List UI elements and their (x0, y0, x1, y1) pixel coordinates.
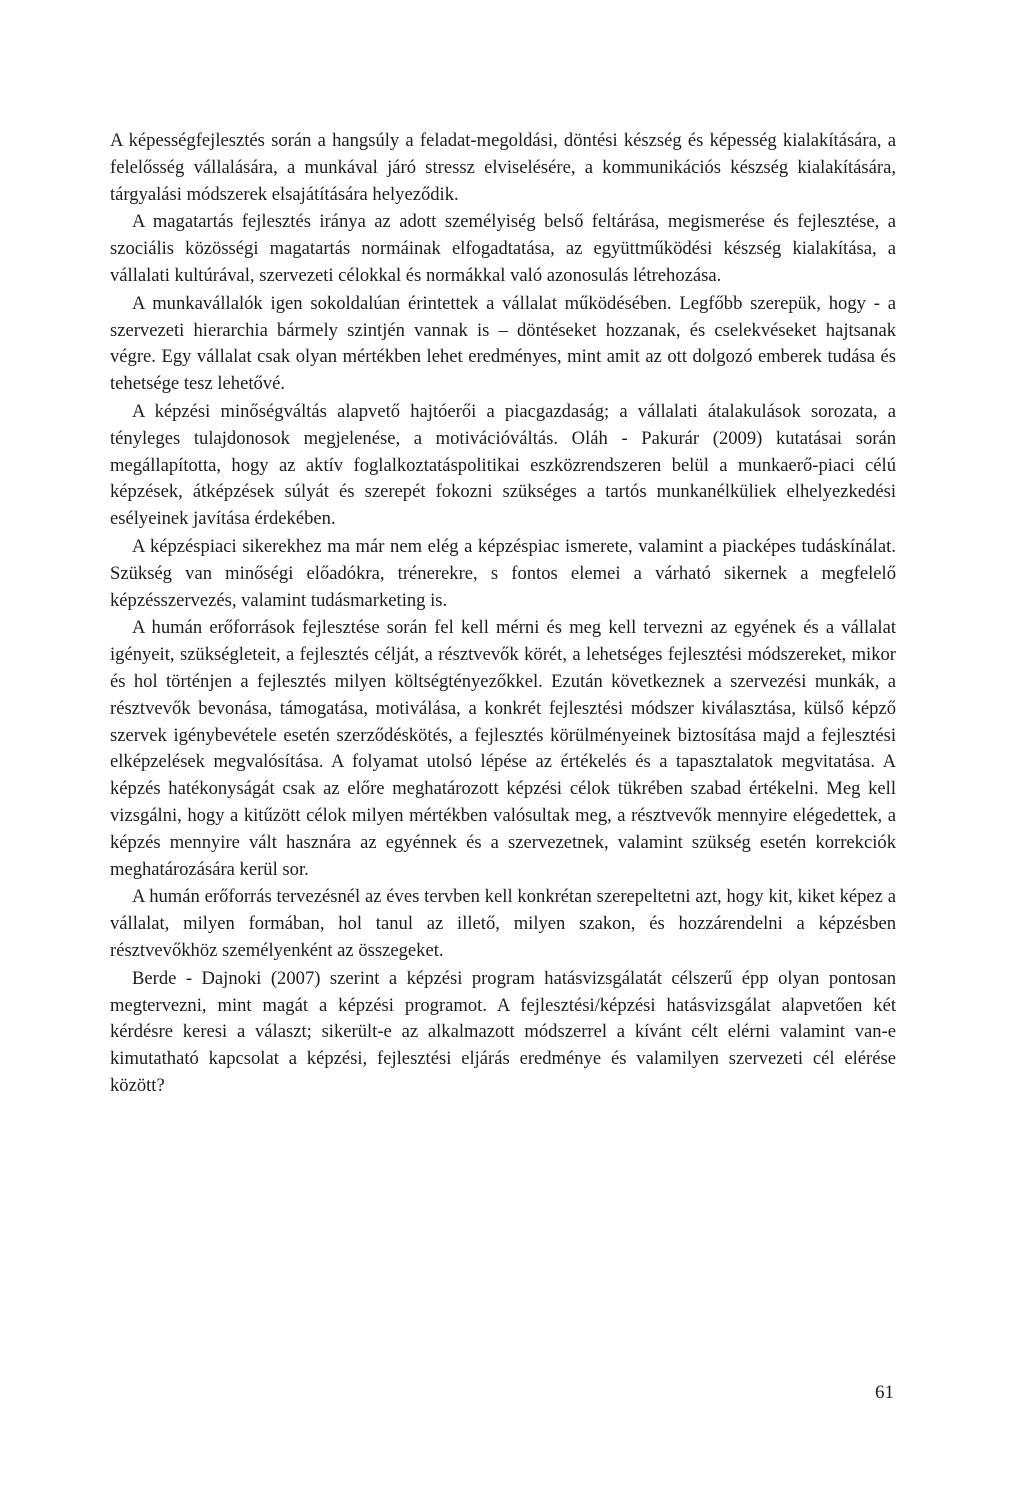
paragraph-5: A képzéspiaci sikerekhez ma már nem elég a képzéspiac ismerete, valamint a piacképes tudáskínálat. Szükség van minőségi előadókra, trénerekre, s fontos elemei a várható sikernek a megfelelő képzésszervezés, valamint tudásmarketing is. (110, 535, 896, 611)
paragraph-6: A humán erőforrások fejlesztése során fel kell mérni és meg kell tervezni az egyének és a vállalat igényeit, szükségleteit, a fejlesztés célját, a résztvevők körét, a lehetséges fejlesztési módszereket, mikor és hol történjen a fejlesztés milyen költségtényezőkkel. Ezután következnek a szervezési munkák, a résztvevők bevonása, támogatása, motiválása, a konkrét fejlesztési módszer kiválasztása, külső képző szervek igénybevétele esetén szerződéskötés, a fejlesztés körülményeinek biztosítása majd a fejlesztési elképzelések megvalósítása. A folyamat utolsó lépése az értékelés és a tapasztalatok megvitatása. A képzés hatékonyságát csak az előre meghatározott képzési célok tükrében szabad értékelni. Meg kell vizsgálni, hogy a kitűzött célok milyen mértékben valósultak meg, a résztvevők mennyire elégedettek, a képzés mennyire vált hasznára az egyénnek és a szervezetnek, valamint szükség esetén korrekciók meghatározására kerül sor. (110, 617, 896, 880)
paragraph-4: A képzési minőségváltás alapvető hajtóerői a piacgazdaság; a vállalati átalakulások sorozata, a tényleges tulajdonosok megjelenése, a motivációváltás. Oláh - Pakurár (2009) kutatásai során megállapította, hogy az aktív foglalkoztatáspolitikai eszközrendszeren belül a munkaerő-piaci célú képzések, átképzések súlyát és szerepét fokozni szükséges a tartós munkanélküliek elhelyezkedési esélyeinek javítása érdekében. (110, 400, 896, 530)
paragraph-8: Berde - Dajnoki (2007) szerint a képzési program hatásvizsgálatát célszerű épp olyan pontosan megtervezni, mint magát a képzési programot. A fejlesztési/képzési hatásvizsgálat alapvetően két kérdésre keresi a választ; sikerült-e az alkalmazott módszerrel a kívánt célt elérni valamint van-e kimutatható kapcsolat a képzési, fejlesztési eljárás eredménye és valamilyen szervezeti cél elérése között? (110, 967, 896, 1096)
paragraph-1: A képességfejlesztés során a hangsúly a feladat-megoldási, döntési készség és képesség kialakítására, a felelősség vállalására, a munkával járó stressz elviselésére, a kommunikációs készség kialakítására, tárgyalási módszerek elsajátítására helyeződik. (110, 130, 896, 205)
page-body (110, 128, 896, 1388)
paragraph-7: A humán erőforrás tervezésnél az éves tervben kell konkrétan szerepeltetni azt, hogy kit, kiket képez a vállalat, milyen formában, hol tanul az illető, milyen szakon, és hozzárendelni a képzésben résztvevőkhöz személyenként az összegeket. (110, 886, 896, 961)
paragraph-3: A munkavállalók igen sokoldalúan érintettek a vállalat működésében. Legfőbb szerepük, hogy - a szervezeti hierarchia bármely szintjén vannak is – döntéseket hozzanak, és cselekvéseket hajtsanak végre. Egy vállalat csak olyan mértékben lehet eredményes, mint amit az ott dolgozó emberek tudása és tehetsége tesz lehetővé. (110, 292, 896, 395)
paragraph-2: A magatartás fejlesztés iránya az adott személyiség belső feltárása, megismerése és fejlesztése, a szociális közösségi magatartás normáinak elfogadtatása, az együttműködési készség kialakítása, a vállalati kultúrával, szervezeti célokkal és normákkal való azonosulás létrehozása. (110, 211, 896, 286)
page-number: 61 (875, 1382, 894, 1403)
